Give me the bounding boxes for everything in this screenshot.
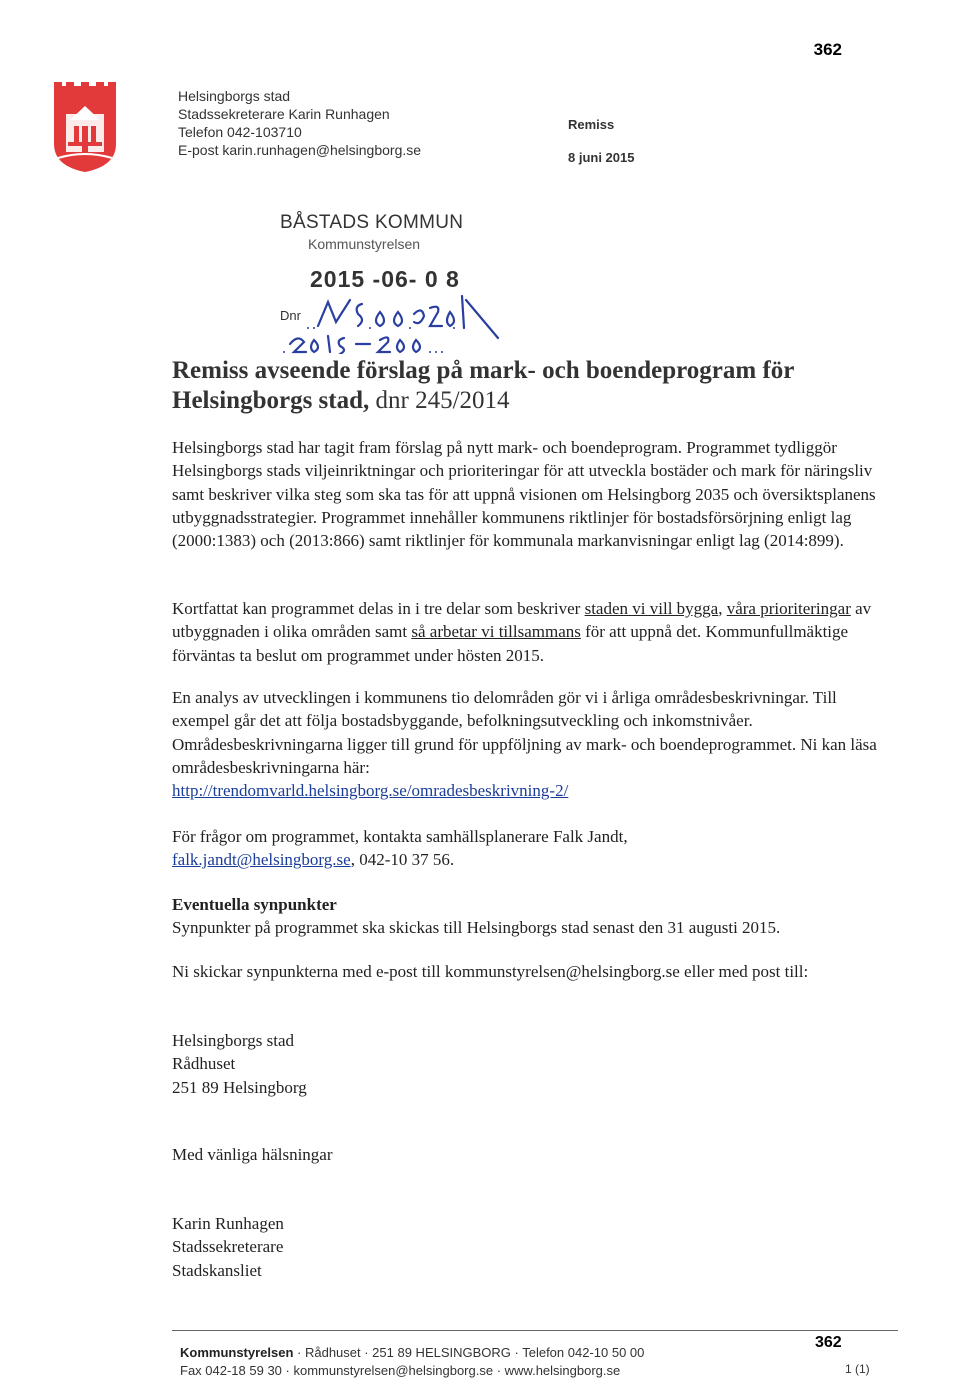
- page-count: 1 (1): [845, 1362, 870, 1376]
- signature-block: [172, 1212, 888, 1282]
- sender-phone: Telefon 042-103710: [178, 124, 302, 140]
- signature-department: Stadskansliet: [172, 1260, 262, 1280]
- stamp-unit: Kommunstyrelsen: [308, 236, 421, 252]
- synpunkter-heading: Eventuella synpunkter: [172, 895, 337, 914]
- footer-line-1: · Rådhuset · 251 89 HELSINGBORG · Telefon 042-10 50 00: [293, 1345, 645, 1360]
- paragraph-summary: [172, 597, 888, 667]
- summary-text-c: av utbyggnaden i olika områden samt: [172, 599, 872, 642]
- closing-text: Med vänliga hälsningar: [172, 1145, 333, 1164]
- page-number-bottom: 362: [815, 1334, 842, 1351]
- paragraph-contact: [172, 825, 888, 872]
- sender-email: E-post karin.runhagen@helsingborg.se: [178, 142, 422, 158]
- footer-unit: Kommunstyrelsen: [180, 1345, 294, 1360]
- section-synpunkter: [172, 893, 888, 940]
- title-line-1: Remiss avseende förslag på mark- och boendeprogram för: [172, 357, 795, 384]
- handwritten-dnr-signature: [270, 282, 510, 354]
- signature-name: Karin Runhagen: [172, 1214, 284, 1233]
- link-staden-vi-vill-bygga[interactable]: staden vi vill bygga: [584, 599, 719, 618]
- link-contact-email[interactable]: falk.jandt@helsingborg.se: [172, 850, 351, 870]
- address-line: Rådhuset: [172, 1054, 236, 1074]
- paragraph-intro: [172, 436, 888, 552]
- contact-text-a: För frågor om programmet, kontakta samhällsplanerare Falk Jandt,: [172, 827, 628, 846]
- address-line: 251 89 Helsingborg: [172, 1077, 307, 1097]
- received-stamp: [270, 212, 510, 352]
- sender-person: Stadssekreterare Karin Runhagen: [178, 106, 390, 122]
- closing: [172, 1143, 888, 1166]
- summary-text-a: Kortfattat kan programmet delas in i tre delar som beskriver: [172, 599, 585, 618]
- footer-divider: [172, 1330, 898, 1331]
- document-type: Remiss: [568, 117, 615, 132]
- contact-text-b: , 042-10 37 56.: [350, 850, 455, 870]
- title-line-2-dnr: dnr 245/2014: [369, 387, 510, 414]
- helsingborg-coat-of-arms-icon: [52, 80, 118, 174]
- stamp-dnr-label: Dnr: [280, 308, 301, 323]
- link-omradesbeskrivning[interactable]: http://trendomvarld.helsingborg.se/omradesbeskrivning-2/: [172, 781, 569, 801]
- analysis-text: En analys av utvecklingen i kommunens tio delområden gör vi i årliga områdesbeskrivningar. Till exempel går det att följa bostadsbyggande, befolkningsutveckling och inkomstnivåer. Områdesbeskrivningarna ligger till grund för uppföljning av mark- och boendeprogrammet. Ni kan läsa områdesbeskrivningarna här:: [172, 688, 877, 777]
- summary-text-b: ,: [718, 599, 727, 618]
- footer: [180, 1344, 644, 1380]
- signature-title: Stadssekreterare: [172, 1237, 284, 1257]
- title-line-2-bold: Helsingborgs stad,: [172, 387, 370, 414]
- footer-line-2: Fax 042-18 59 30 · kommunstyrelsen@helsingborg.se · www.helsingborg.se: [180, 1363, 621, 1378]
- link-sa-arbetar-vi-tillsammans[interactable]: så arbetar vi tillsammans: [411, 622, 581, 642]
- paragraph-analysis: [172, 686, 888, 802]
- summary-text-d: för att uppnå det. Kommunfullmäktige förväntas ta beslut om programmet under hösten 2015.: [172, 622, 849, 665]
- sender-org: Helsingborgs stad: [178, 88, 291, 104]
- document-date: 8 juni 2015: [568, 150, 635, 165]
- stamp-date: 2015 -06- 0 8: [310, 266, 460, 292]
- synpunkter-text: Synpunkter på programmet ska skickas till Helsingborgs stad senast den 31 augusti 2015.: [172, 918, 781, 938]
- postal-address: [172, 1029, 888, 1099]
- send-instructions-text: Ni skickar synpunkterna med e-post till kommunstyrelsen@helsingborg.se eller med post till:: [172, 962, 809, 981]
- document-title: [172, 356, 872, 416]
- sender-block: [178, 87, 421, 159]
- link-vara-prioriteringar[interactable]: våra prioriteringar: [726, 599, 851, 618]
- stamp-org: BÅSTADS KOMMUN: [280, 212, 464, 233]
- intro-text: Helsingborgs stad har tagit fram förslag på nytt mark- och boendeprogram. Programmet tydliggör Helsingborgs stads viljeinriktningar och prioriteringar för att utveckla bostäder och mark för näringsliv samt beskriver vilka steg som ska tas för att uppnå visionen om Helsingborg 2035 och översiktsplanens utbyggnadsstrategier. Programmet innehåller kommunens riktlinjer för bostadsförsörjning enligt lag (2000:1383) och (2013:866) samt riktlinjer för kommunala markanvisningar enligt lag (2014:899).: [172, 438, 876, 551]
- address-line: Helsingborgs stad: [172, 1031, 294, 1050]
- paragraph-send-instructions: [172, 960, 888, 983]
- page-number-top: 362: [813, 40, 842, 59]
